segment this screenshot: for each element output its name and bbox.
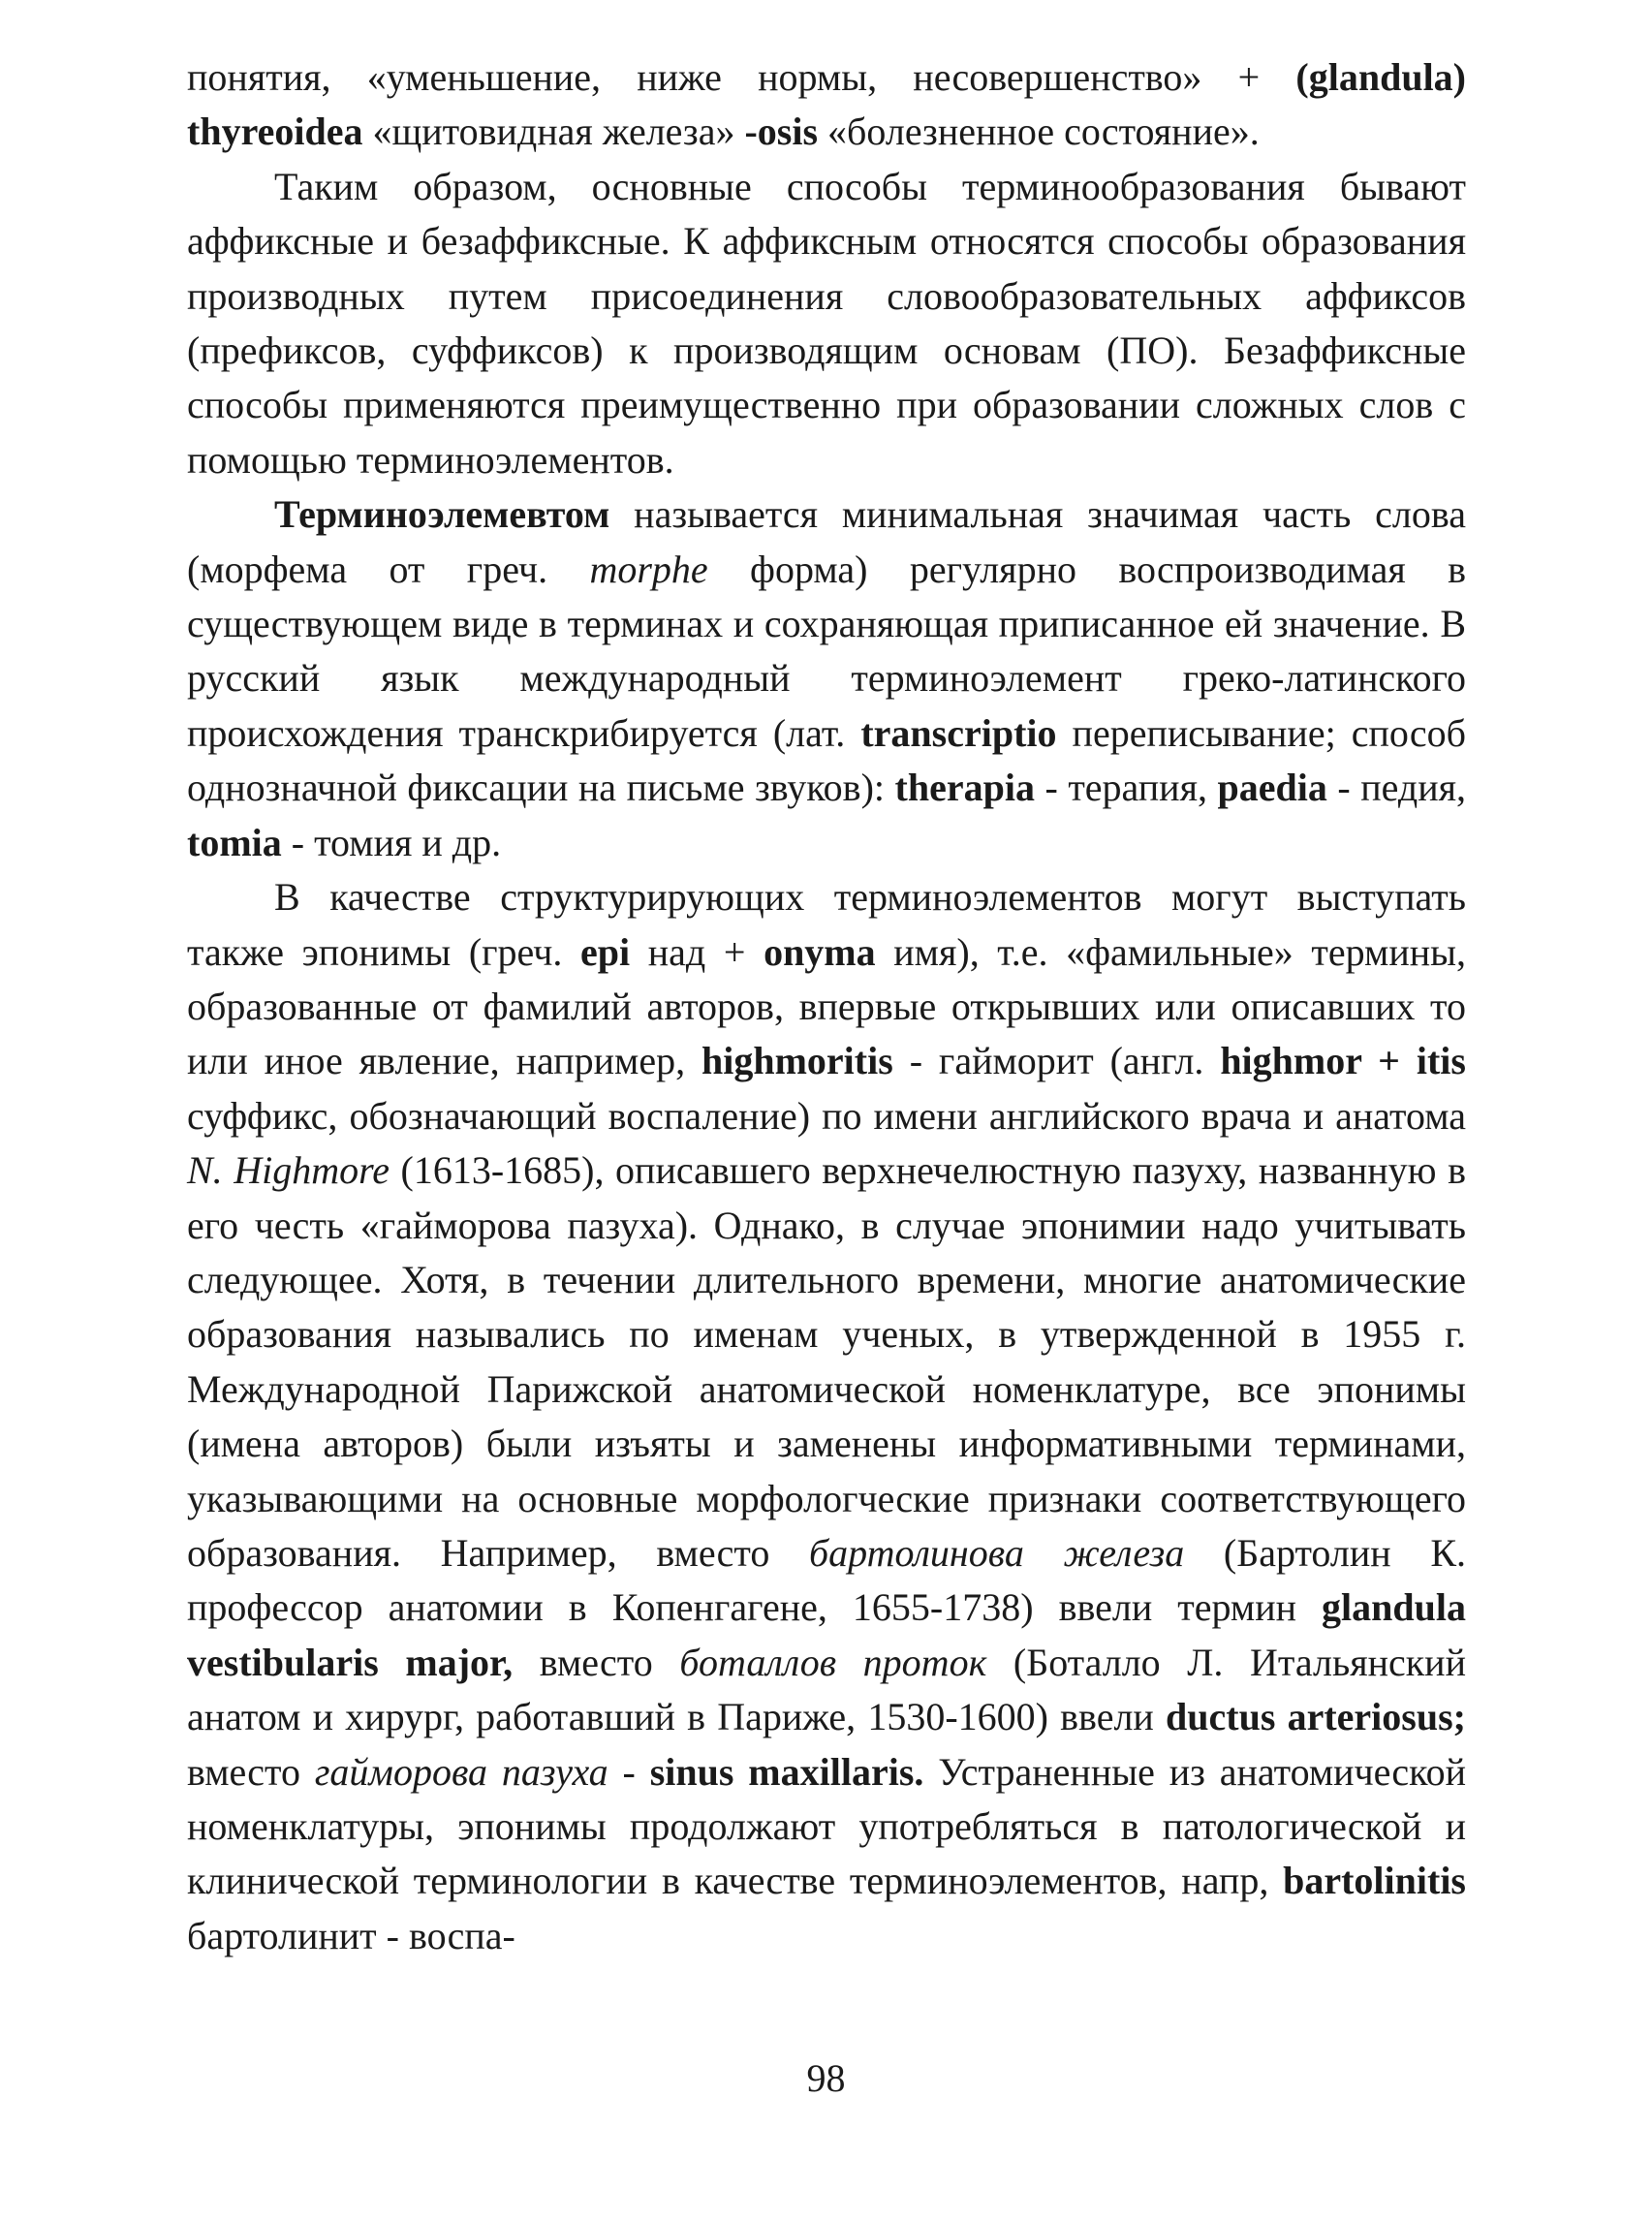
bold-term: highmoritis [701,1039,893,1083]
paragraph [187,160,1466,487]
bold-term: Терминоэлемевтом [274,492,610,537]
italic-term: N. Highmore [187,1148,390,1193]
bold-term: therapia [894,766,1035,810]
text-run: бартолинит - воспа- [187,1913,515,1957]
text-run: называется минимальная значимая часть слова (морфема от греч. [187,492,1466,591]
text-run: имя), т.е. «фамильные» термины, образованные от фамилий авторов, впервые открывших или описавших то или иное явление, например, [187,929,1466,1083]
text-run: переписывание; способ однозначной фиксации на письме звуков): [187,710,1466,810]
text-run: (Бартолин К. профессор анатомии в Копенгагене, 1655-1738) ввели термин [187,1530,1466,1630]
text-run: Устраненные из анатомической номенклатуры, эпонимы продолжают употребляться в патологической и клинической терминологии в качестве терминоэлементов, напр, [187,1749,1466,1903]
body-text [187,50,1466,1963]
italic-term: morphe [589,547,708,591]
bold-term: onyma [764,929,876,974]
text-run: - томия и др. [281,820,502,864]
text-run: (Боталло Л. Итальянский анатом и хирург, работавший в Париже, 1530-1600) ввели [187,1640,1466,1739]
italic-term: боталлов проток [679,1640,987,1684]
text-run: - [608,1749,650,1794]
bold-term: ductus arteriosus; [1166,1695,1466,1739]
bold-term: -osis [744,110,819,154]
bold-term: bartolinitis [1283,1859,1466,1903]
paragraph [187,870,1466,1963]
bold-term: epi [580,929,631,974]
bold-term: highmor + itis [1220,1039,1466,1083]
text-run: В качестве структурирующих терминоэлементов могут выступать также эпонимы (греч. [187,875,1466,974]
text-run: (1613-1685), описавшего верхнечелюстную пазуху, названную в его честь «гайморова пазуха). Однако, в случае эпонимии надо учитывать следующее. Хотя, в течении длительного времени, многие анатомические образования назывались по именам ученых, в утвержденной в 1955 г. Международной Парижской анатомической номенклатуре, все эпонимы (имена авторов) были изъяты и заменены информативными терминами, указывающими на основные морфологческие признаки соответствующего образования. Например, вместо [187,1148,1466,1575]
text-run: над + [630,929,764,974]
paragraph [187,50,1466,160]
italic-term: бартолинова железа [809,1530,1185,1575]
text-run: форма) регулярно воспроизводимая в существующем виде в терминах и сохраняющая приписанное ей значение. В русский язык международный терминоэлемент греко-латинского происхождения транскрибируется (лат. [187,547,1466,755]
bold-term: glandula vestibularis major, [187,1585,1466,1684]
text-run: вместо [513,1640,680,1684]
bold-term: sinus maxillaris. [649,1749,924,1794]
text-run: «щитовидная железа» [362,110,745,154]
bold-term: tomia [187,820,282,864]
text-run: понятия, «уменьшение, ниже нормы, несовершенство» + [187,55,1296,99]
text-run: - гайморит (англ. [892,1039,1221,1083]
bold-term: transcriptio [860,710,1057,755]
italic-term: гайморова пазуха [314,1749,608,1794]
text-run: суффикс, обозначающий воспаление) по имени английского врача и анатома [187,1093,1466,1138]
bold-term: (glandula) thyreoidea [187,55,1466,154]
page-number: 98 [806,2056,846,2100]
text-run: «болезненное состояние». [818,110,1260,154]
text-run: - терапия, [1034,766,1218,810]
text-run: Таким образом, основные способы терминообразования бывают аффиксные и безаффиксные. К аффиксным относятся способы образования производных путем присоединения словообразовательных аффиксов (префиксов, суффиксов) к производящим основам (ПО). Безаффиксные способы применяются преимущественно при образовании сложных слов с помощью терминоэлементов. [187,164,1466,482]
paragraph [187,487,1466,870]
bold-term: paedia [1217,766,1327,810]
text-run: вместо [187,1749,315,1794]
text-run: - педия, [1326,766,1467,810]
